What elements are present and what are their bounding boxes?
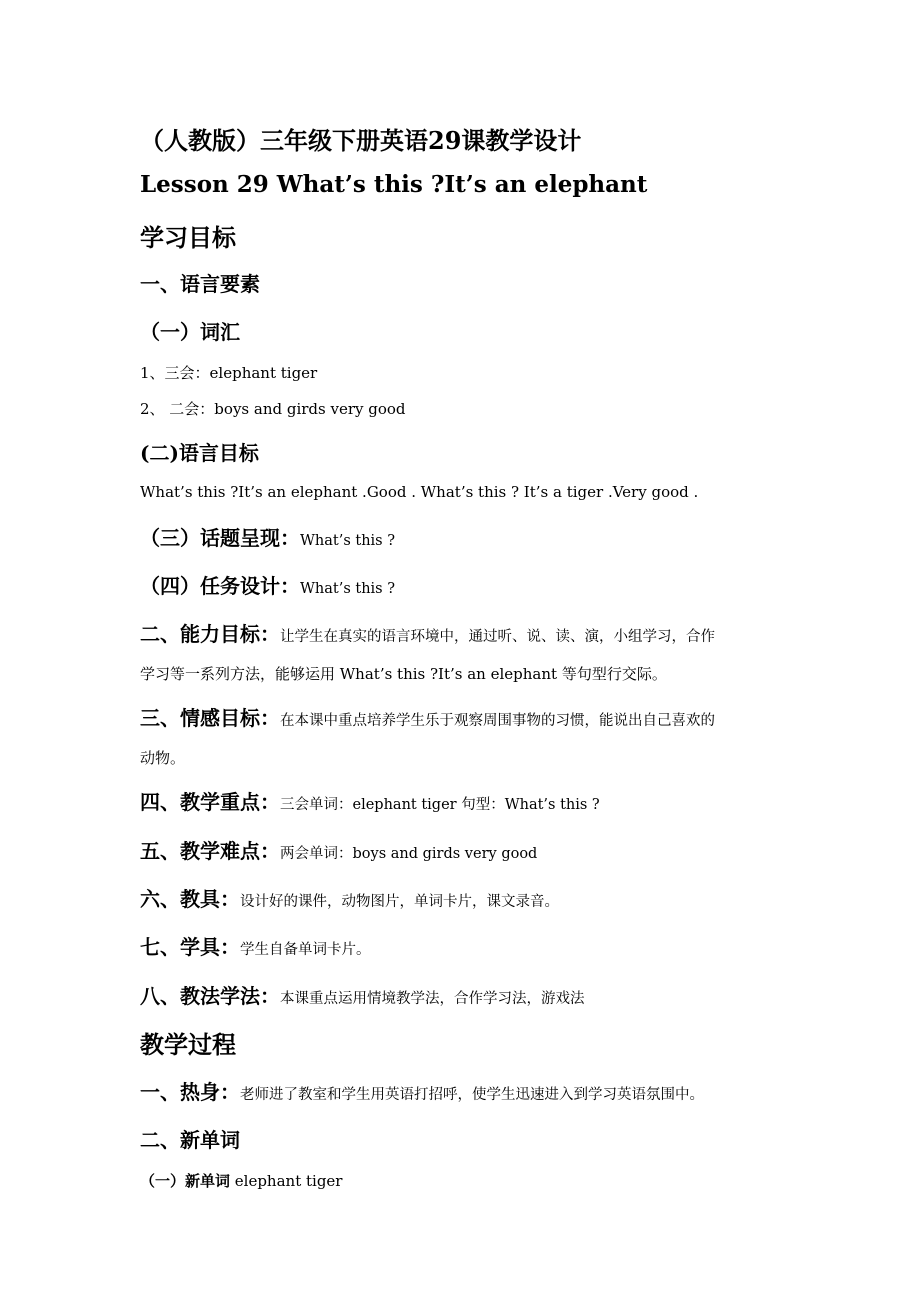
line-ability-goals xyxy=(140,618,715,647)
section-heading-process: 教学过程 xyxy=(140,1030,236,1059)
heading-vocabulary: （一）词汇 xyxy=(140,320,240,344)
line-key-points xyxy=(140,786,600,815)
key-points-text: 三会单词：elephant tiger 句型：What’s this ? xyxy=(280,797,600,813)
vocab-line-2: 2、 二会：boys and girds very good xyxy=(140,400,406,418)
emotion-text-cont: 动物。 xyxy=(140,749,186,767)
ability-text-cont: 学习等一系列方法，能够运用 What’s this ?It’s an elephant 等句型行交际。 xyxy=(140,665,667,683)
topic-text: What’s this ? xyxy=(300,533,396,549)
line-teaching-aids xyxy=(140,883,559,912)
task-text: What’s this ? xyxy=(300,581,396,597)
line-task xyxy=(140,570,395,599)
line-new-words-sub xyxy=(140,1170,342,1191)
new-words-sub-text: elephant tiger xyxy=(230,1172,343,1190)
ability-label: 二、能力目标： xyxy=(140,622,280,646)
warm-up-text: 老师进了教室和学生用英语打招呼，使学生迅速进入到学习英语氛围中。 xyxy=(240,1087,704,1103)
methods-text: 本课重点运用情境教学法，合作学习法，游戏法 xyxy=(280,991,585,1007)
emotion-text: 在本课中重点培养学生乐于观察周围事物的习惯，能说出自己喜欢的 xyxy=(280,713,715,729)
section-heading-objectives: 学习目标 xyxy=(140,223,236,252)
teaching-aids-text: 设计好的课件，动物图片，单词卡片，课文录音。 xyxy=(240,894,559,910)
heading-language-elements: 一、语言要素 xyxy=(140,272,260,296)
vocab-line-1: 1、三会：elephant tiger xyxy=(140,364,318,382)
learning-aids-text: 学生自备单词卡片。 xyxy=(240,942,371,958)
line-topic xyxy=(140,522,395,551)
heading-new-words: 二、新单词 xyxy=(140,1128,240,1152)
line-learning-aids xyxy=(140,931,371,960)
new-words-sub-label: （一）新单词 xyxy=(140,1172,231,1190)
difficult-label: 五、教学难点： xyxy=(140,839,280,863)
difficult-text: 两会单词：boys and girds very good xyxy=(280,846,538,862)
line-warm-up xyxy=(140,1076,704,1105)
line-difficult-points xyxy=(140,835,537,864)
task-label: （四）任务设计： xyxy=(140,574,300,598)
key-points-label: 四、教学重点： xyxy=(140,790,280,814)
teaching-aids-label: 六、教具： xyxy=(140,887,240,911)
document-title: （人教版）三年级下册英语29课教学设计 xyxy=(140,126,582,155)
line-methods xyxy=(140,980,585,1009)
methods-label: 八、教法学法： xyxy=(140,984,280,1008)
lesson-title: Lesson 29 What’s this ?It’s an elephant xyxy=(140,171,648,198)
emotion-label: 三、情感目标： xyxy=(140,706,280,730)
heading-language-goals: (二)语言目标 xyxy=(140,441,259,465)
learning-aids-label: 七、学具： xyxy=(140,935,240,959)
line-emotion-goals xyxy=(140,702,715,731)
ability-text: 让学生在真实的语言环境中，通过听、说、读、演，小组学习，合作 xyxy=(280,629,715,645)
topic-label: （三）话题呈现： xyxy=(140,526,300,550)
warm-up-label: 一、热身： xyxy=(140,1080,240,1104)
language-goal-sentence: What’s this ?It’s an elephant .Good . What’s this ? It’s a tiger .Very good . xyxy=(140,483,699,501)
